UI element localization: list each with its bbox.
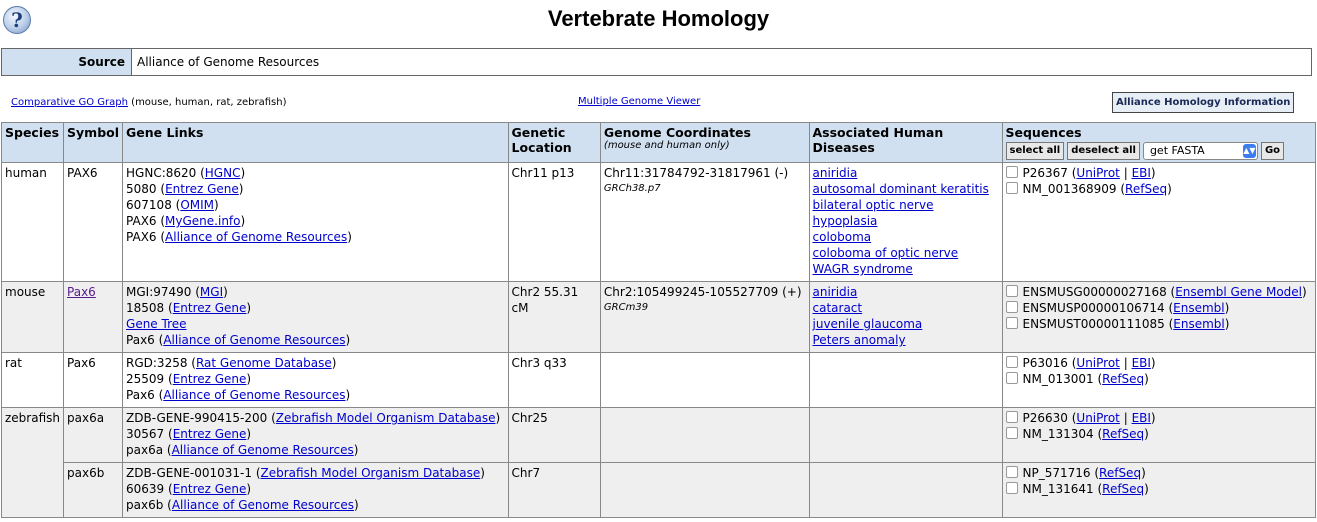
symbol-cell [64, 463, 123, 518]
sequence-line: NM_131304 (RefSeq) [1006, 426, 1313, 442]
source-bar [1, 48, 1312, 76]
gene-link-prefix: pax6b ( [126, 498, 172, 512]
sequences-label: Sequences [1005, 125, 1082, 140]
sequence-link[interactable]: UniProt [1076, 411, 1120, 425]
sequence-checkbox[interactable] [1006, 356, 1018, 368]
symbol-cell [64, 163, 123, 282]
species-cell: zebrafish [2, 408, 64, 518]
gene-link[interactable]: Alliance of Genome Resources [163, 388, 346, 402]
alliance-homology-button[interactable]: Alliance Homology Information [1112, 92, 1294, 113]
genome-coordinates-label: Genome Coordinates [603, 125, 751, 140]
symbol-text: pax6a [67, 411, 105, 425]
sequence-line: P26630 (UniProt | EBI) [1006, 410, 1313, 426]
genome-coordinates-cell [600, 282, 809, 353]
gene-link[interactable]: Rat Genome Database [195, 356, 332, 370]
gene-link[interactable]: Entrez Gene [172, 372, 247, 386]
sequences-cell [1002, 463, 1316, 518]
gene-link[interactable]: Gene Tree [126, 317, 187, 331]
sequence-link[interactable]: EBI [1131, 166, 1151, 180]
gene-link-suffix: ) [223, 285, 228, 299]
gene-link[interactable]: Alliance of Genome Resources [171, 498, 354, 512]
sequence-link[interactable]: Ensembl Gene Model [1175, 285, 1303, 299]
sequences-cell [1002, 282, 1316, 353]
sequence-checkbox[interactable] [1006, 482, 1018, 494]
sequence-checkbox[interactable] [1006, 372, 1018, 384]
disease-link[interactable]: aniridia [812, 285, 858, 299]
gene-links-cell [123, 163, 509, 282]
gene-link-line [126, 410, 505, 426]
gene-link-suffix: ) [345, 388, 351, 402]
gene-link-line [126, 371, 505, 387]
homology-table [1, 122, 1316, 518]
species-cell: mouse [2, 282, 64, 353]
gene-link-suffix: ) [240, 214, 246, 228]
genome-coordinates-note: (mouse and human only) [603, 140, 730, 151]
coordinates-text: Chr2:105499245-105527709 (+) [603, 285, 802, 299]
table-header-row [2, 123, 1316, 163]
disease-line [813, 245, 999, 261]
disease-line [813, 181, 999, 197]
multiple-genome-viewer-link[interactable]: Multiple Genome Viewer [578, 96, 701, 107]
species-cell: rat [2, 353, 64, 408]
sequence-checkbox[interactable] [1006, 166, 1018, 178]
sequence-checkbox[interactable] [1006, 427, 1018, 439]
gene-link-line [126, 197, 505, 213]
gene-link-prefix: MGI:97490 ( [126, 285, 200, 299]
sequence-id: P26367 [1022, 166, 1068, 180]
genetic-location-cell: Chr25 [508, 408, 600, 463]
sequence-link[interactable]: RefSeq [1102, 372, 1145, 386]
page-title: Vertebrate Homology [547, 6, 770, 31]
sequence-link[interactable]: RefSeq [1102, 482, 1145, 496]
symbol-text: Pax6 [67, 356, 96, 370]
table-row [2, 163, 1316, 282]
col-symbol: Symbol [64, 123, 123, 163]
col-gene-links: Gene Links [123, 123, 509, 163]
gene-link-suffix: ) [240, 166, 246, 180]
gene-link-line [126, 316, 505, 332]
sequences-cell [1002, 163, 1316, 282]
gene-link-suffix: ) [331, 356, 337, 370]
gene-link-line [126, 284, 505, 300]
go-button[interactable]: Go [1261, 142, 1284, 160]
diseases-cell [809, 353, 1002, 408]
symbol-cell [64, 408, 123, 463]
gene-link-suffix: ) [345, 333, 351, 347]
col-genome-coordinates [600, 123, 809, 163]
gene-link-prefix: 30567 ( [126, 427, 173, 441]
select-all-button[interactable]: select all [1006, 142, 1065, 160]
col-genetic-location: Genetic Location [508, 123, 600, 163]
gene-link[interactable]: Alliance of Genome Resources [163, 333, 346, 347]
disease-link[interactable]: coloboma [812, 230, 872, 244]
assembly-text: GRCh38.p7 [603, 183, 661, 194]
table-row [2, 408, 1316, 463]
page-header [0, 0, 1317, 40]
gene-link-prefix: ZDB-GENE-001031-1 ( [126, 466, 261, 480]
disease-line [813, 213, 999, 229]
gene-links-cell [123, 353, 509, 408]
gene-link-prefix: PAX6 ( [126, 214, 166, 228]
gene-link[interactable]: HGNC [204, 166, 241, 180]
gene-link-prefix: pax6a ( [126, 443, 172, 457]
gene-link-suffix: ) [495, 411, 501, 425]
diseases-cell [809, 282, 1002, 353]
col-sequences [1002, 123, 1316, 163]
genome-coordinates-cell [600, 408, 809, 463]
gene-link-line [126, 426, 505, 442]
gene-link-suffix: ) [354, 498, 359, 512]
sequence-controls [1006, 142, 1313, 160]
gene-link-line [126, 165, 505, 181]
assembly-text: GRCm39 [603, 302, 649, 313]
disease-line [813, 284, 999, 300]
gene-link[interactable]: Entrez Gene [165, 182, 239, 196]
disease-line [813, 229, 999, 245]
genetic-location-cell: Chr11 p13 [508, 163, 600, 282]
genetic-location-cell: Chr3 q33 [508, 353, 600, 408]
sequence-id: ENSMUSG00000027168 [1022, 285, 1167, 299]
sequence-checkbox[interactable] [1006, 182, 1018, 194]
gene-link-prefix: 25509 ( [126, 372, 173, 386]
genome-coordinates-cell [600, 463, 809, 518]
gene-link-line [126, 481, 505, 497]
gene-link-suffix: ) [246, 482, 252, 496]
link-bar [0, 92, 1317, 116]
gene-link[interactable]: Alliance of Genome Resources [165, 230, 348, 244]
disease-link[interactable]: cataract [812, 301, 863, 315]
comparative-go-link[interactable]: Comparative GO Graph [11, 97, 128, 108]
sequence-line: NM_131641 (RefSeq) [1006, 481, 1313, 497]
symbol-cell [64, 282, 123, 353]
disease-link[interactable]: autosomal dominant keratitis [812, 182, 989, 196]
disease-line [813, 332, 999, 348]
diseases-cell [809, 408, 1002, 463]
gene-link-prefix: Pax6 ( [126, 388, 164, 402]
sequence-link[interactable]: UniProt [1076, 166, 1120, 180]
sequence-id: ENSMUST00000111085 [1022, 317, 1165, 331]
sequence-link[interactable]: UniProt [1076, 356, 1120, 370]
symbol-text: pax6b [67, 466, 105, 480]
gene-link[interactable]: MGI [199, 285, 224, 299]
disease-link[interactable]: hypoplasia [812, 214, 878, 228]
table-row [2, 282, 1316, 353]
gene-link-line [126, 355, 505, 371]
gene-link[interactable]: OMIM [180, 198, 215, 212]
gene-link-line [126, 213, 505, 229]
gene-link-line [126, 229, 505, 245]
sequence-checkbox[interactable] [1006, 301, 1018, 313]
gene-link-prefix: 60639 ( [126, 482, 173, 496]
disease-link[interactable]: Peters anomaly [812, 333, 906, 347]
sequence-checkbox[interactable] [1006, 466, 1018, 478]
symbol-text: PAX6 [67, 166, 98, 180]
sequence-id: P26630 [1022, 411, 1068, 425]
coordinates-text: Chr11:31784792-31817961 (-) [603, 166, 789, 180]
gene-link-suffix: ) [480, 466, 485, 480]
table-row [2, 353, 1316, 408]
symbol-link[interactable]: Pax6 [67, 285, 96, 299]
genetic-location-cell: Chr7 [508, 463, 600, 518]
col-species: Species [2, 123, 64, 163]
sequence-link[interactable]: EBI [1131, 411, 1151, 425]
gene-link-prefix: 607108 ( [126, 198, 181, 212]
disease-link[interactable]: WAGR syndrome [812, 262, 913, 276]
gene-link-suffix: ) [246, 372, 252, 386]
sequence-link[interactable]: EBI [1131, 356, 1151, 370]
genome-coordinates-cell [600, 353, 809, 408]
comparative-go-note: (mouse, human, rat, zebrafish) [127, 97, 287, 108]
sequence-id: NM_131641 [1022, 482, 1094, 496]
disease-line [813, 316, 999, 332]
sequence-link[interactable]: Ensembl [1173, 301, 1225, 315]
disease-line [813, 261, 999, 277]
gene-link-line [126, 181, 505, 197]
disease-link[interactable]: coloboma of optic nerve [812, 246, 959, 260]
sequence-line: ENSMUST00000111085 (Ensembl) [1006, 316, 1313, 332]
genetic-location-cell: Chr2 55.31 cM [508, 282, 600, 353]
gene-link[interactable]: Zebrafish Model Organism Database [275, 411, 496, 425]
gene-link-prefix: PAX6 ( [126, 230, 166, 244]
gene-link-prefix: Pax6 ( [126, 333, 164, 347]
sequences-cell [1002, 408, 1316, 463]
sequences-cell [1002, 353, 1316, 408]
gene-link[interactable]: Entrez Gene [172, 301, 247, 315]
comparative-go-row [11, 97, 286, 108]
sequence-id: P63016 [1022, 356, 1068, 370]
gene-link-prefix: RGD:3258 ( [126, 356, 196, 370]
gene-link-suffix: ) [238, 182, 244, 196]
gene-link-line [126, 442, 505, 458]
table-row [2, 463, 1316, 518]
gene-links-cell [123, 463, 509, 518]
gene-link[interactable]: Entrez Gene [172, 427, 247, 441]
gene-link-line [126, 387, 505, 403]
sequence-line: P26367 (UniProt | EBI) [1006, 165, 1313, 181]
sequence-link[interactable]: RefSeq [1099, 466, 1142, 480]
sequence-id: NP_571716 [1022, 466, 1091, 480]
symbol-cell [64, 353, 123, 408]
sequence-line: NP_571716 (RefSeq) [1006, 465, 1313, 481]
gene-link-prefix: 18508 ( [126, 301, 173, 315]
genome-coordinates-cell [600, 163, 809, 282]
sequence-link[interactable]: RefSeq [1125, 182, 1168, 196]
gene-link-line [126, 497, 505, 513]
disease-link[interactable]: bilateral optic nerve [812, 198, 934, 212]
disease-line [813, 197, 999, 213]
disease-link[interactable]: aniridia [812, 166, 858, 180]
sequence-id: NM_013001 [1022, 372, 1094, 386]
gene-links-cell [123, 282, 509, 353]
species-cell: human [2, 163, 64, 282]
gene-link-prefix: HGNC:8620 ( [126, 166, 205, 180]
source-label: Source [2, 49, 132, 75]
gene-link-line [126, 465, 505, 481]
sequence-link[interactable]: Ensembl [1173, 317, 1225, 331]
chevron-updown-icon: ▲▼ [1243, 144, 1256, 158]
disease-line [813, 165, 999, 181]
sequence-line: ENSMUSP00000106714 (Ensembl) [1006, 300, 1313, 316]
sequence-link[interactable]: RefSeq [1102, 427, 1145, 441]
gene-link[interactable]: Entrez Gene [172, 482, 247, 496]
diseases-cell [809, 463, 1002, 518]
source-value: Alliance of Genome Resources [137, 55, 320, 69]
sequence-id: NM_001368909 [1022, 182, 1117, 196]
deselect-all-button[interactable]: deselect all [1067, 142, 1140, 160]
disease-line [813, 300, 999, 316]
gene-link-suffix: ) [353, 443, 359, 457]
gene-link[interactable]: Alliance of Genome Resources [171, 443, 354, 457]
sequence-line: ENSMUSG00000027168 (Ensembl Gene Model) [1006, 284, 1313, 300]
fasta-select[interactable] [1143, 142, 1258, 160]
col-diseases: Associated Human Diseases [809, 123, 1002, 163]
sequence-id: NM_131304 [1022, 427, 1094, 441]
diseases-cell [809, 163, 1002, 282]
sequence-checkbox[interactable] [1006, 411, 1018, 423]
gene-link[interactable]: MyGene.info [165, 214, 241, 228]
gene-link-suffix: ) [246, 427, 252, 441]
sequence-line: NM_001368909 (RefSeq) [1006, 181, 1313, 197]
gene-link-suffix: ) [214, 198, 219, 212]
sequence-id: ENSMUSP00000106714 [1022, 301, 1165, 315]
sequence-line: NM_013001 (RefSeq) [1006, 371, 1313, 387]
gene-link-suffix: ) [246, 301, 252, 315]
fasta-select-value: get FASTA [1149, 144, 1205, 157]
gene-links-cell [123, 408, 509, 463]
gene-link[interactable]: Zebrafish Model Organism Database [260, 466, 481, 480]
sequence-line: P63016 (UniProt | EBI) [1006, 355, 1313, 371]
gene-link-prefix: 5080 ( [126, 182, 166, 196]
question-mark-icon[interactable]: ? [3, 6, 31, 34]
gene-link-line [126, 332, 505, 348]
disease-link[interactable]: juvenile glaucoma [812, 317, 923, 331]
gene-link-suffix: ) [347, 230, 352, 244]
gene-link-prefix: ZDB-GENE-990415-200 ( [126, 411, 276, 425]
sequence-checkbox[interactable] [1006, 285, 1018, 297]
gene-link-line [126, 300, 505, 316]
sequence-checkbox[interactable] [1006, 317, 1018, 329]
